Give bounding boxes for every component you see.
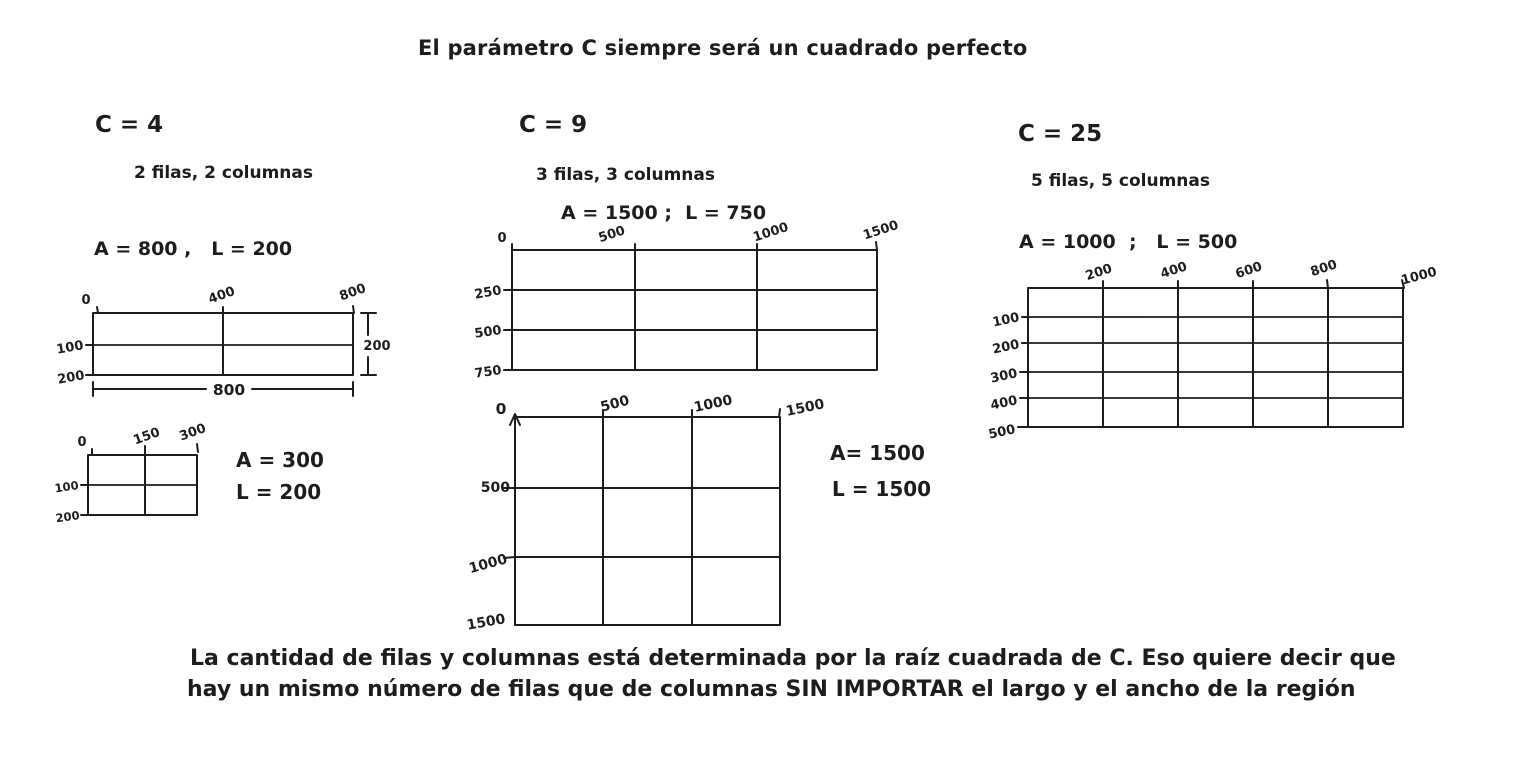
section-c25-heading: C = 25 <box>1018 121 1103 147</box>
x-tick-label: 600 <box>1233 259 1265 282</box>
c4-main-grid-figure <box>55 281 410 405</box>
page-title: El parámetro C siempre será un cuadrado perfecto <box>418 36 1028 60</box>
y-tick-label: 1500 <box>465 611 507 634</box>
c9-bottom-grid-area-label: A= 1500 <box>830 441 925 465</box>
x-tick-label: 1500 <box>784 396 826 420</box>
y-tick-label: 250 <box>473 283 503 303</box>
x-tick-label: 500 <box>598 392 632 416</box>
c25-grid-figure <box>978 254 1448 448</box>
x-tick-label: 400 <box>206 284 238 308</box>
grid-lines <box>81 444 198 515</box>
y-tick-label: 200 <box>991 337 1021 358</box>
c4-small-grid-area-label: A = 300 <box>236 448 324 472</box>
c4-small-grid-length-label: L = 200 <box>236 480 322 504</box>
y-tick-label: 200 <box>56 368 86 388</box>
footer-line-2: hay un mismo número de filas que de columnas SIN IMPORTAR el largo y el ancho de la región <box>187 677 1356 702</box>
height-dimension-label: 200 <box>363 339 391 354</box>
footer-line-1: La cantidad de filas y columnas está determinada por la raíz cuadrada de C. Eso quiere decir que <box>190 646 1396 671</box>
y-tick-label: 100 <box>55 338 85 358</box>
y-tick-label: 100 <box>53 478 80 496</box>
grid-lines <box>1018 280 1404 427</box>
x-tick-label: 1000 <box>751 219 791 246</box>
x-tick-label: 1000 <box>692 392 734 416</box>
y-tick-label: 500 <box>473 323 503 342</box>
x-tick-label: 1500 <box>861 217 901 244</box>
width-dimension-label: 800 <box>212 381 246 399</box>
section-c25-subheading: 5 filas, 5 columnas <box>1031 171 1210 191</box>
c9-bottom-grid-length-label: L = 1500 <box>832 477 932 501</box>
x-tick-label: 800 <box>1308 257 1340 280</box>
c4-small-grid-figure <box>53 418 230 532</box>
section-c25-dims: A = 1000 ; L = 500 <box>1019 231 1238 253</box>
x-tick-label: 0 <box>81 293 91 308</box>
y-tick-label: 300 <box>989 366 1019 387</box>
x-tick-label: 150 <box>131 425 163 449</box>
section-c4-subheading: 2 filas, 2 columnas <box>134 163 313 183</box>
x-tick-label: 0 <box>495 400 507 418</box>
y-tick-label: 100 <box>991 310 1021 331</box>
x-tick-label: 200 <box>1083 261 1115 284</box>
x-tick-label: 1000 <box>1399 264 1439 289</box>
y-tick-label: 1000 <box>467 551 510 577</box>
y-tick-label: 400 <box>989 393 1019 414</box>
grid-lines <box>86 306 354 375</box>
x-tick-label: 300 <box>177 421 209 445</box>
x-tick-label: 0 <box>77 435 87 450</box>
c9-top-grid-figure <box>473 217 916 390</box>
section-c4-heading: C = 4 <box>95 112 164 138</box>
y-tick-label: 500 <box>480 480 510 496</box>
section-c9-heading: C = 9 <box>519 112 588 138</box>
section-c9-dims: A = 1500 ; L = 750 <box>561 202 767 224</box>
grid-lines <box>504 409 780 625</box>
y-tick-label: 750 <box>473 363 503 382</box>
grid-lines <box>504 242 877 370</box>
y-tick-label: 500 <box>987 422 1017 443</box>
x-tick-label: 400 <box>1158 259 1190 282</box>
x-tick-label: 500 <box>596 223 628 246</box>
x-tick-label: 0 <box>497 231 507 246</box>
y-tick-label: 200 <box>54 508 81 526</box>
x-tick-label: 800 <box>337 281 369 305</box>
section-c9-subheading: 3 filas, 3 columnas <box>536 165 715 185</box>
c9-bottom-grid-figure <box>446 391 826 645</box>
section-c4-dims: A = 800 , L = 200 <box>94 238 293 260</box>
